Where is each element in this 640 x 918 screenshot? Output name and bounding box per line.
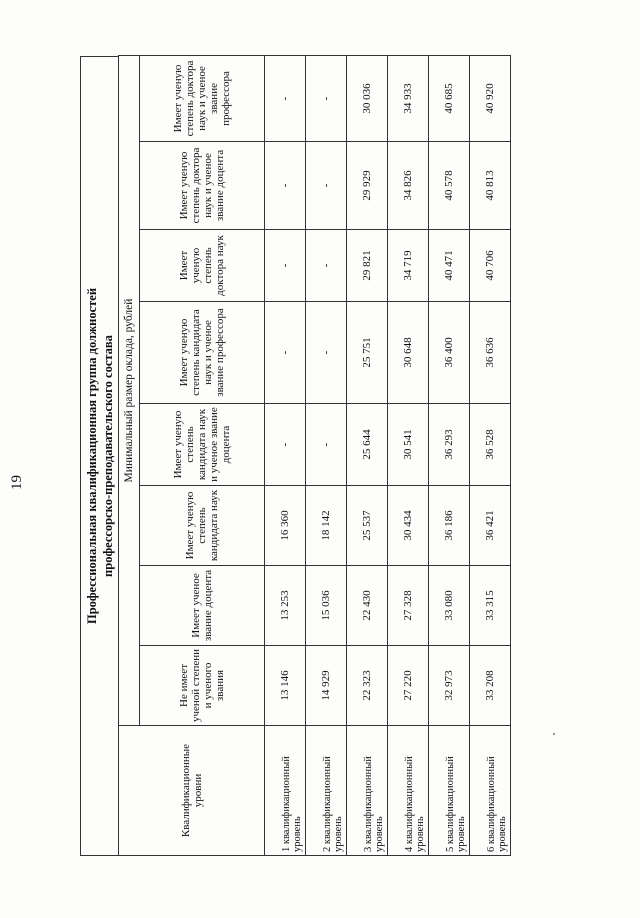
salary-cell: 29 821 — [347, 230, 388, 302]
column-header: Имеет ученую степень кандидата наук и ученое звание профессора — [140, 302, 265, 404]
salary-cell: 22 323 — [347, 646, 388, 726]
level-label: 2 квалификационный уровень — [306, 726, 347, 856]
salary-cell: 40 578 — [429, 142, 470, 230]
level-label: 1 квалификационный уровень — [265, 726, 306, 856]
salary-cell: 16 360 — [265, 486, 306, 566]
table-row — [347, 56, 388, 856]
salary-cell: 40 920 — [470, 56, 511, 142]
salary-cell: 30 036 — [347, 56, 388, 142]
column-header: Имеет ученую степень доктора наук и ученое звание доцента — [140, 142, 265, 230]
salary-cell: 30 648 — [388, 302, 429, 404]
salary-cell: 40 471 — [429, 230, 470, 302]
salary-cell: 40 685 — [429, 56, 470, 142]
salary-cell: - — [306, 142, 347, 230]
column-header: Имеет ученое звание доцента — [140, 566, 265, 646]
column-header: Не имеет ученой степени и ученого звания — [140, 646, 265, 726]
salary-cell: - — [306, 302, 347, 404]
salary-cell: 25 537 — [347, 486, 388, 566]
salary-cell: 36 293 — [429, 404, 470, 486]
table-row — [470, 56, 511, 856]
salary-cell: 15 036 — [306, 566, 347, 646]
salary-cell: - — [265, 404, 306, 486]
salary-cell: 27 220 — [388, 646, 429, 726]
rotated-table-block — [80, 56, 508, 856]
salary-cell: 34 933 — [388, 56, 429, 142]
salary-cell: - — [306, 230, 347, 302]
table-body — [265, 56, 511, 856]
salary-cell: 36 421 — [470, 486, 511, 566]
salary-cell: 34 826 — [388, 142, 429, 230]
level-label: 6 квалификационный уровень — [470, 726, 511, 856]
salary-cell: 36 186 — [429, 486, 470, 566]
page-number: 19 — [9, 475, 25, 490]
table-row — [429, 56, 470, 856]
salary-cell: 18 142 — [306, 486, 347, 566]
salary-cell: 33 080 — [429, 566, 470, 646]
salary-cell: - — [265, 230, 306, 302]
table-row — [306, 56, 347, 856]
table-title-line-1: Профессиональная квалификационная группа должностей — [85, 287, 99, 625]
salary-cell: - — [265, 56, 306, 142]
salary-cell: - — [306, 404, 347, 486]
salary-cell: 22 430 — [347, 566, 388, 646]
column-header: Имеет ученую степень кандидата наук и ученое звание доцента — [140, 404, 265, 486]
salary-cell: 27 328 — [388, 566, 429, 646]
level-label: 3 квалификационный уровень — [347, 726, 388, 856]
salary-cell: 40 706 — [470, 230, 511, 302]
table-row — [265, 56, 306, 856]
table-title-line-2: профессорско-преподавательского состава — [101, 335, 115, 577]
salary-table — [118, 55, 511, 856]
salary-cell: 25 751 — [347, 302, 388, 404]
salary-group-header: Минимальный размер оклада, рублей — [119, 56, 140, 726]
salary-cell: 13 253 — [265, 566, 306, 646]
salary-cell: 40 813 — [470, 142, 511, 230]
salary-cell: 36 400 — [429, 302, 470, 404]
level-label: 4 квалификационный уровень — [388, 726, 429, 856]
salary-cell: 13 146 — [265, 646, 306, 726]
salary-cell: 32 973 — [429, 646, 470, 726]
salary-cell: - — [265, 302, 306, 404]
salary-cell: 34 719 — [388, 230, 429, 302]
table-title — [80, 56, 118, 856]
salary-cell: 33 208 — [470, 646, 511, 726]
salary-cell: 25 644 — [347, 404, 388, 486]
table-row — [388, 56, 429, 856]
level-label: 5 квалификационный уровень — [429, 726, 470, 856]
salary-cell: 29 929 — [347, 142, 388, 230]
salary-cell: 30 541 — [388, 404, 429, 486]
column-header: Имеет ученую степень кандидата наук — [140, 486, 265, 566]
salary-cell: - — [306, 56, 347, 142]
column-header: Имеет ученую степень доктора наук и ученое звание профессора — [140, 56, 265, 142]
levels-header: Квалификационные уровни — [119, 726, 265, 856]
salary-cell: 33 315 — [470, 566, 511, 646]
scan-speck — [553, 733, 555, 735]
salary-cell: 36 636 — [470, 302, 511, 404]
column-header: Имеет ученую степень доктора наук — [140, 230, 265, 302]
salary-cell: 30 434 — [388, 486, 429, 566]
salary-cell: 36 528 — [470, 404, 511, 486]
salary-cell: 14 929 — [306, 646, 347, 726]
salary-cell: - — [265, 142, 306, 230]
